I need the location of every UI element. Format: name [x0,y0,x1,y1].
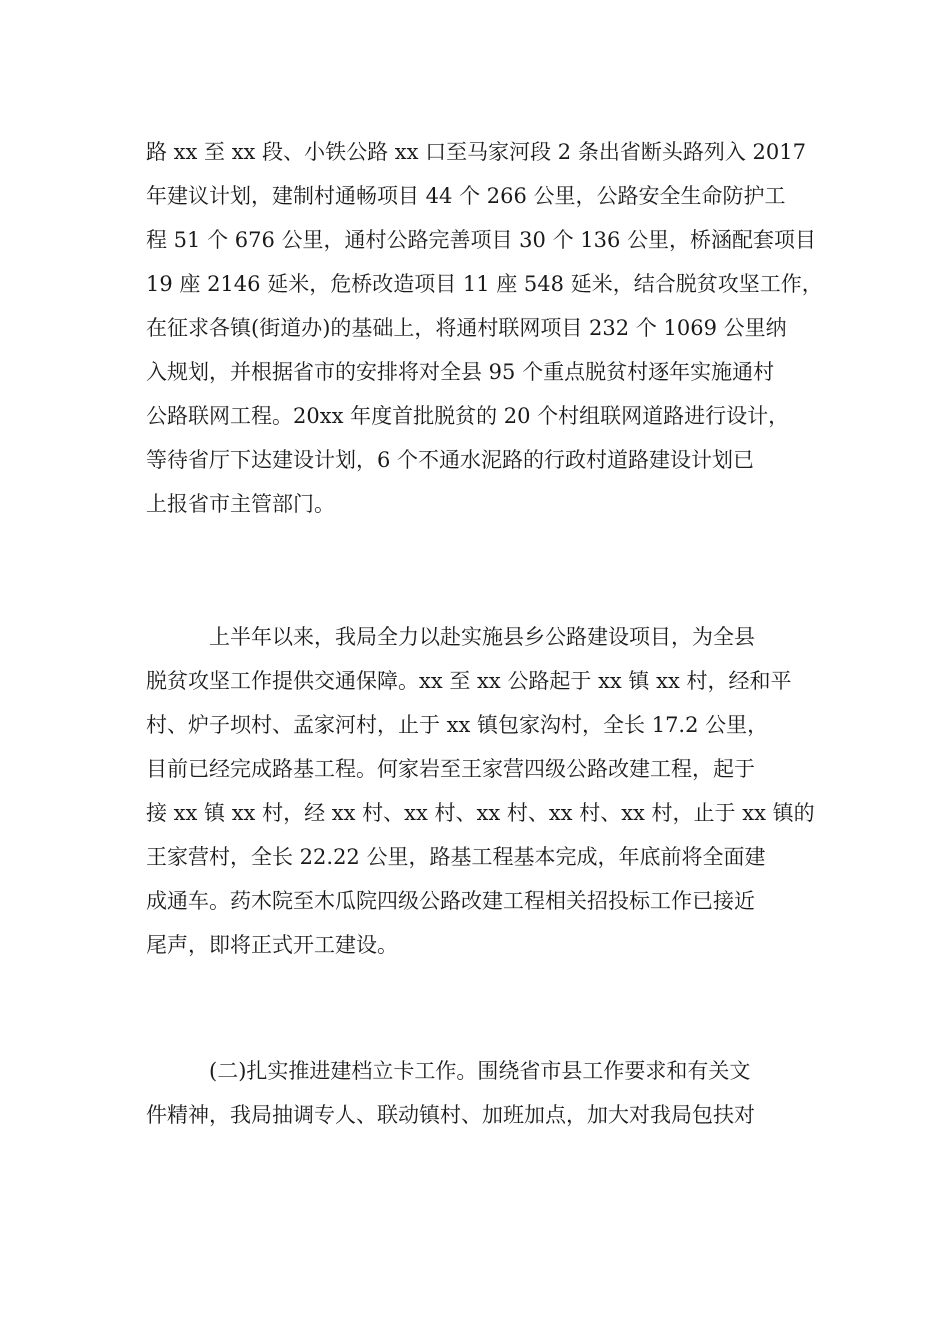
paragraph-road-plan [146,130,836,526]
paragraph-line: 件精神，我局抽调专人、联动镇村、加班加点，加大对我局包扶对 [146,1103,755,1127]
paragraph-line: 19 座 2146 延米，危桥改造项目 11 座 548 延米，结合脱贫攻坚工作， [146,272,823,296]
paragraph-line: 等待省厅下达建设计划，6 个不通水泥路的行政村道路建设计划已 [146,448,755,472]
paragraph-line: 村、炉子坝村、孟家河村，止于 xx 镇包家沟村，全长 17.2 公里， [146,713,769,737]
paragraph-line: 在征求各镇(街道办)的基础上，将通村联网项目 232 个 1069 公里纳 [146,316,787,340]
paragraph-line: 接 xx 镇 xx 村，经 xx 村、xx 村、xx 村、xx 村、xx 村，止于 xx 镇的 [146,801,815,825]
paragraph-line: 路 xx 至 xx 段、小铁公路 xx 口至马家河段 2 条出省断头路列入 2017 [146,140,806,164]
paragraph-line: 年建议计划，建制村通畅项目 44 个 266 公里，公路安全生命防护工 [146,184,786,208]
paragraph-road-construction [146,615,836,967]
paragraph-line: 尾声，即将正式开工建设。 [146,933,398,957]
paragraph-line: 目前已经完成路基工程。何家岩至王家营四级公路改建工程，起于 [146,757,755,781]
paragraph-line: 脱贫攻坚工作提供交通保障。xx 至 xx 公路起于 xx 镇 xx 村，经和平 [146,669,792,693]
paragraph-line: 入规划，并根据省市的安排将对全县 95 个重点脱贫村逐年实施通村 [146,360,775,384]
paragraph-line: 公路联网工程。20xx 年度首批脱贫的 20 个村组联网道路进行设计， [146,404,790,428]
paragraph-line: (二)扎实推进建档立卡工作。围绕省市县工作要求和有关文 [146,1059,751,1083]
paragraph-line: 程 51 个 676 公里，通村公路完善项目 30 个 136 公里，桥涵配套项目 [146,228,817,252]
paragraph-line: 成通车。药木院至木瓜院四级公路改建工程相关招投标工作已接近 [146,889,755,913]
paragraph-archive-work [146,1049,836,1137]
paragraph-line: 上半年以来，我局全力以赴实施县乡公路建设项目，为全县 [146,625,755,649]
paragraph-line: 上报省市主管部门。 [146,492,335,516]
paragraph-line: 王家营村，全长 22.22 公里，路基工程基本完成，年底前将全面建 [146,845,766,869]
